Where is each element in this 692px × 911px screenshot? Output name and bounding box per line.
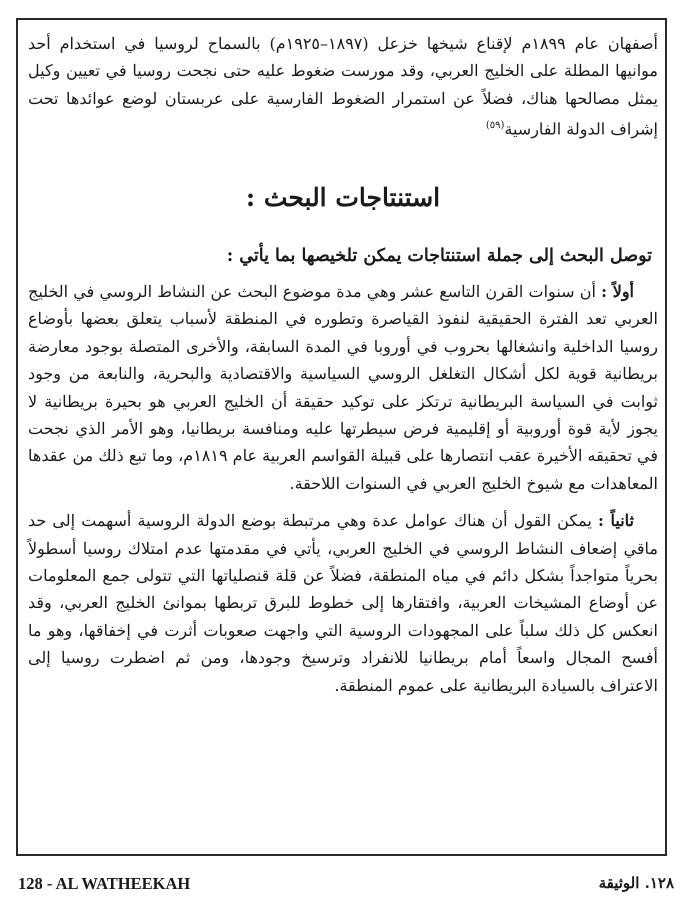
first-point-label: أولاً : <box>601 281 634 301</box>
first-point-text: أن سنوات القرن التاسع عشر وهي مدة موضوع البحث عن النشاط الروسي في الخليج العربي تعد الفترة الحقيقية لنفوذ القياصرة وتطوره في المنطقة لأسباب يتعلق بعضها بأوضاع روسيا الداخلية وانشغالها بحروب في أوروبا في المدة السابقة، والأخرى المتصلة بوجود معارضة بريطانية قوية لكل أشكال التغلغل الروسي السياسية والاقتصادية والبحرية، والنابعة من وجود ثوابت في السياسة البريطانية ترتكز على توكيد حقيقة أن الخليج العربي هو بحيرة بريطانية لا يجوز لأية قوة أوروبية أو إقليمية فرض سيطرتها عليه ومنافسة بريطانيا، وهو الأمر الذي نجحت في تحقيقه الأخيرة عقب انتصارها على قبيلة القواسم العربية عام ١٨١٩م، وما تبع ذلك من عقدها المعاهدات مع شيوخ الخليج العربي في السنوات اللاحقة. <box>28 281 659 493</box>
second-point-label: ثانياً : <box>598 511 634 531</box>
subheading: توصل البحث إلى جملة استنتاجات يمكن تلخيصها بما يأتي : <box>226 245 652 266</box>
second-point-paragraph <box>28 507 658 699</box>
page-content <box>28 30 658 699</box>
section-heading-wrap <box>28 183 658 213</box>
paragraph-gap <box>28 497 658 507</box>
intro-paragraph <box>28 30 658 143</box>
second-point-text: يمكن القول أن هناك عوامل عدة وهي مرتبطة بوضع الدولة الروسية أسهمت إلى حد ماقي إضعاف النشاط الروسي في الخليج العربي، يأتي في مقدمتها عدم امتلاك روسيا أسطولاً بحرياً متواجداً بشكل دائم في مياه المنطقة، فضلاً عن قلة قنصلياتها التي تتولى جمع المعلومات عن أوضاع المشيخات العربية، وافتقارها إلى خطوط للبرق تربطها بموانئ الخليج العربي، وقد انعكس كل ذلك سلباً على المجهودات الروسية التي واجهت صعوبات أثرت في إخفاقها، وهو ما أفسح المجال واسعاً أمام بريطانيا للانفراد وترسيخ وجودها، ومن ثم اضطرت روسيا إلى الاعتراف بالسيادة البريطانية على عموم المنطقة. <box>28 511 659 695</box>
page-footer <box>18 874 674 900</box>
section-heading: استنتاجات البحث : <box>245 182 441 212</box>
footnote-reference: (٥٩) <box>485 120 505 132</box>
first-point-paragraph <box>28 278 658 497</box>
footer-page-number-latin: 128 - AL WATHEEKAH <box>18 874 191 893</box>
intro-text: أصفهان عام ١٨٩٩م لإقناع شيخها خزعل (١٨٩٧–١٩٢٥م) بالسماح لروسيا في استخدام أحد موانيها المطلة على الخليج العربي، وقد مورست ضغوط عليه حتى نجحت روسيا في تعيين وكيل يمثل مصالحها هناك، فضلاً عن استمرار الضغوط الفارسية على عربستان لوضع عوائدها تحت إشراف الدولة الفارسية <box>28 34 658 139</box>
footer-page-number-arabic: ١٢٨. الوثيقة <box>598 874 674 892</box>
